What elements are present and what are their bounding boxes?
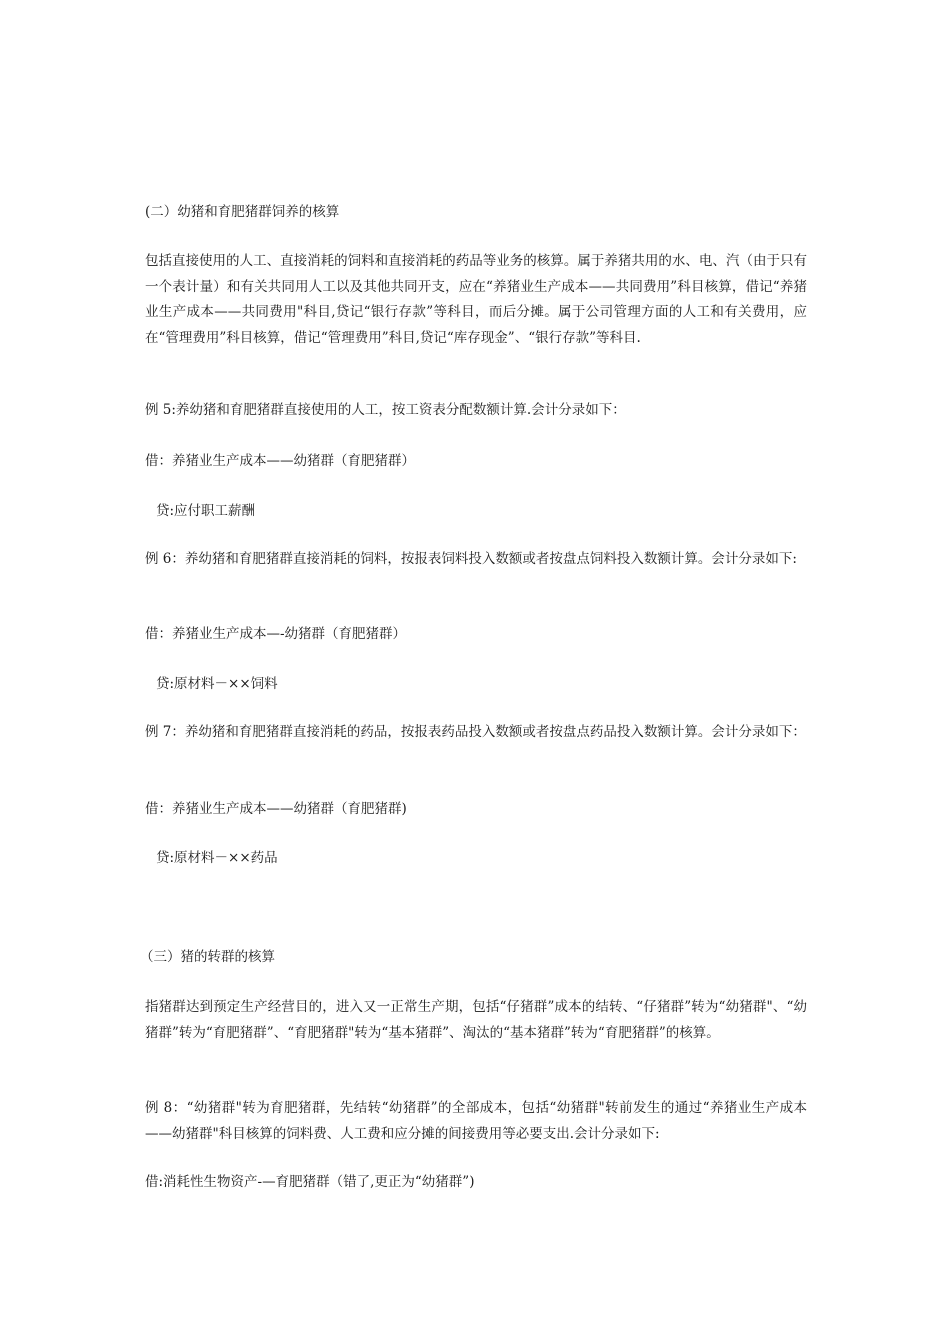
example-6-paragraph: 例 6：养幼猪和育肥猪群直接消耗的饲料，按报表饲料投入数额或者按盘点饲料投入数额计算。会计分录如下: [145, 551, 797, 567]
section-3-intro-paragraph: 指猪群达到预定生产经营目的，进入又一正常生产期，包括“仔猪群”成本的结转、“仔猪群”转为“幼猪群"、“幼猪群”转为“育肥猪群”、“育肥猪群"转为“基本猪群”、淘汰的“基本猪群”转为“育肥猪群”的核算。 [145, 999, 807, 1041]
example-5-debit-entry: 借：养猪业生产成本——幼猪群（育肥猪群） [145, 453, 415, 469]
example-8-debit-entry: 借:消耗性生物资产-—育肥猪群（错了,更正为“幼猪群”) [145, 1174, 475, 1190]
example-7-paragraph: 例 7：养幼猪和育肥猪群直接消耗的药品，按报表药品投入数额或者按盘点药品投入数额计算。会计分录如下： [145, 724, 806, 740]
example-8-paragraph: 例 8：“幼猪群"转为育肥猪群，先结转“幼猪群”的全部成本，包括“幼猪群"转前发生的通过“养猪业生产成本——幼猪群"科目核算的饲料费、人工费和应分摊的间接费用等必要支出.会计分录如下: [145, 1100, 807, 1142]
example-6-debit-entry: 借：养猪业生产成本—-幼猪群（育肥猪群） [145, 626, 407, 642]
example-7-credit-entry: 贷:原材料－××药品 [156, 850, 278, 866]
section-2-intro-paragraph: 包括直接使用的人工、直接消耗的饲料和直接消耗的药品等业务的核算。属于养猪共用的水、电、汽（由于只有一个表计量）和有关共同用人工以及其他共同开支，应在“养猪业生产成本——共同费用”科目核算，借记“养猪业生产成本——共同费用"科目,贷记“银行存款”等科目，而后分摊。属于公司管理方面的人工和有关费用，应在“管理费用”科目核算，借记“管理费用”科目,贷记“库存现金”、“银行存款”等科目. [145, 253, 807, 346]
example-6-credit-entry: 贷:原材料－××饲料 [156, 676, 278, 692]
example-7-debit-entry: 借：养猪业生产成本——幼猪群（育肥猪群) [145, 801, 407, 817]
section-2-heading: (二）幼猪和育肥猪群饲养的核算 [145, 204, 340, 220]
example-5-credit-entry: 贷:应付职工薪酬 [156, 503, 256, 519]
example-5-paragraph: 例 5:养幼猪和育肥猪群直接使用的人工，按工资表分配数额计算.会计分录如下： [145, 402, 626, 418]
section-3-heading: （三）猪的转群的核算 [140, 949, 275, 965]
